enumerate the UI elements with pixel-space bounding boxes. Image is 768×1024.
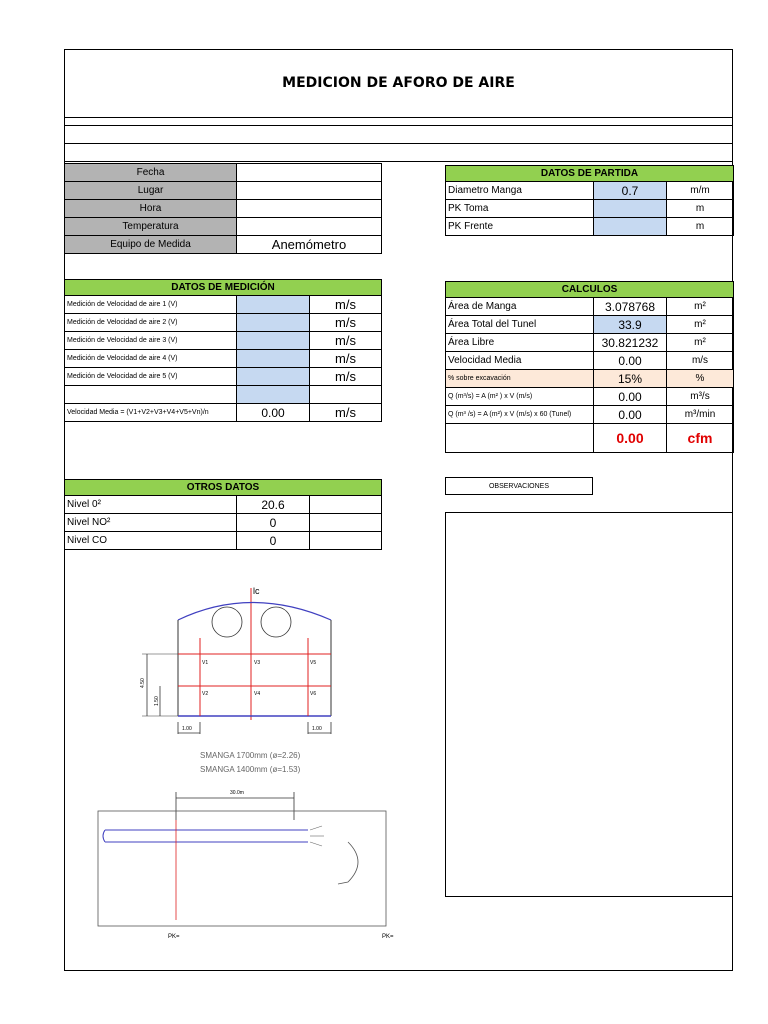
- medicion-row: Medición de Velocidad de aire 5 (V) m/s: [65, 368, 382, 386]
- calculos-row: Área de Manga 3.078768 m²: [446, 298, 734, 316]
- info-row-fecha: Fecha: [65, 164, 382, 182]
- sobre-excavacion-field[interactable]: 15%: [594, 370, 667, 388]
- pk-frente-field[interactable]: [594, 218, 667, 236]
- point-v6: V6: [310, 691, 317, 697]
- medicion-table: [64, 279, 382, 422]
- airflow-line: [310, 842, 322, 846]
- calculos-row-cfm: 0.00 cfm: [446, 424, 734, 453]
- dim-right-label: 1.00: [312, 726, 322, 732]
- medicion-row: Medición de Velocidad de aire 3 (V) m/s: [65, 332, 382, 350]
- page-title: MEDICION DE AFORO DE AIRE: [282, 75, 515, 91]
- velocidad-3-field[interactable]: [237, 332, 310, 350]
- pk-label-right: PK=: [382, 934, 394, 940]
- fecha-field[interactable]: [237, 164, 382, 182]
- manga-spec-1: SMANGA 1700mm (ø=2.26): [200, 751, 301, 760]
- otros-row: Nivel NO² 0: [65, 514, 382, 532]
- partida-header: DATOS DE PARTIDA: [446, 166, 734, 182]
- velocidad-n-field[interactable]: [237, 386, 310, 404]
- info-row-hora: Hora: [65, 200, 382, 218]
- point-v5: V5: [310, 660, 317, 666]
- point-v1: V1: [202, 660, 209, 666]
- medicion-row: Medición de Velocidad de aire 4 (V) m/s: [65, 350, 382, 368]
- info-row-temperatura: Temperatura: [65, 218, 382, 236]
- dim-h1-label: 4.50: [140, 678, 146, 688]
- calculos-row: Velocidad Media 0.00 m/s: [446, 352, 734, 370]
- area-total-field[interactable]: 33.9: [594, 316, 667, 334]
- calculos-row: Q (m³ /s) = A (m²) x V (m/s) x 60 (Tunel) 0.00 m³/min: [446, 406, 734, 424]
- calculos-row: Q (m³/s) = A (m² ) x V (m/s) 0.00 m³/s: [446, 388, 734, 406]
- cfm-value: 0.00: [594, 424, 667, 453]
- divider: [64, 125, 733, 126]
- equipo-field[interactable]: Anemómetro: [237, 236, 382, 254]
- velocidad-1-field[interactable]: [237, 296, 310, 314]
- velocidad-5-field[interactable]: [237, 368, 310, 386]
- info-row-lugar: Lugar: [65, 182, 382, 200]
- observaciones-box[interactable]: [445, 512, 733, 897]
- temperatura-field[interactable]: [237, 218, 382, 236]
- divider: [64, 143, 733, 144]
- point-v2: V2: [202, 691, 209, 697]
- otros-row: Nivel 0² 20.6: [65, 496, 382, 514]
- observaciones-label: OBSERVACIONES: [445, 477, 593, 495]
- airflow-line: [310, 826, 322, 830]
- nivel-co-field[interactable]: 0: [237, 532, 310, 550]
- partida-row: PK Frente m: [446, 218, 734, 236]
- lugar-field[interactable]: [237, 182, 382, 200]
- diametro-field[interactable]: 0.7: [594, 182, 667, 200]
- velocidad-media-value: 0.00: [237, 404, 310, 422]
- velocidad-2-field[interactable]: [237, 314, 310, 332]
- divider: [64, 117, 733, 118]
- medicion-row-blank: [65, 386, 382, 404]
- duct-circle-left: [212, 607, 242, 637]
- medicion-header: DATOS DE MEDICIÓN: [65, 280, 382, 296]
- nivel-o2-field[interactable]: 20.6: [237, 496, 310, 514]
- dim-left-label: 1.00: [182, 726, 192, 732]
- plan-view-frame: [98, 811, 386, 926]
- medicion-row-media: Velocidad Media = (V1+V2+V3+V4+V5+Vn)/n 0.00 m/s: [65, 404, 382, 422]
- manga-spec-2: SMANGA 1400mm (ø=1.53): [200, 765, 301, 774]
- duct-end: [103, 830, 105, 842]
- otros-header: OTROS DATOS: [65, 480, 382, 496]
- centerline-label: lc: [253, 586, 260, 596]
- dim-h2-label: 1.50: [154, 696, 160, 706]
- velocidad-4-field[interactable]: [237, 350, 310, 368]
- duct-circle-right: [261, 607, 291, 637]
- pk-toma-field[interactable]: [594, 200, 667, 218]
- return-flow-arrow: [338, 842, 358, 884]
- calculos-row: % sobre excavación 15% %: [446, 370, 734, 388]
- calculos-header: CALCULOS: [446, 282, 734, 298]
- partida-row: Diametro Manga 0.7 m/m: [446, 182, 734, 200]
- calculos-table: [445, 281, 734, 453]
- partida-row: PK Toma m: [446, 200, 734, 218]
- otros-row: Nivel CO 0: [65, 532, 382, 550]
- info-table: [64, 163, 382, 254]
- pk-label-left: PK=: [168, 934, 180, 940]
- medicion-row: Medición de Velocidad de aire 2 (V) m/s: [65, 314, 382, 332]
- tunnel-diagram: [90, 580, 410, 940]
- medicion-row: Medición de Velocidad de aire 1 (V) m/s: [65, 296, 382, 314]
- hora-field[interactable]: [237, 200, 382, 218]
- point-v4: V4: [254, 691, 261, 697]
- calculos-row: Área Total del Tunel 33.9 m²: [446, 316, 734, 334]
- tunnel-crown: [178, 603, 331, 621]
- point-v3: V3: [254, 660, 261, 666]
- calculos-row: Área Libre 30.821232 m²: [446, 334, 734, 352]
- dist-label: 30.0m: [230, 790, 244, 796]
- otros-table: [64, 479, 382, 550]
- nivel-no2-field[interactable]: 0: [237, 514, 310, 532]
- divider: [64, 161, 733, 162]
- info-row-equipo: Equipo de Medida Anemómetro: [65, 236, 382, 254]
- partida-table: [445, 165, 734, 236]
